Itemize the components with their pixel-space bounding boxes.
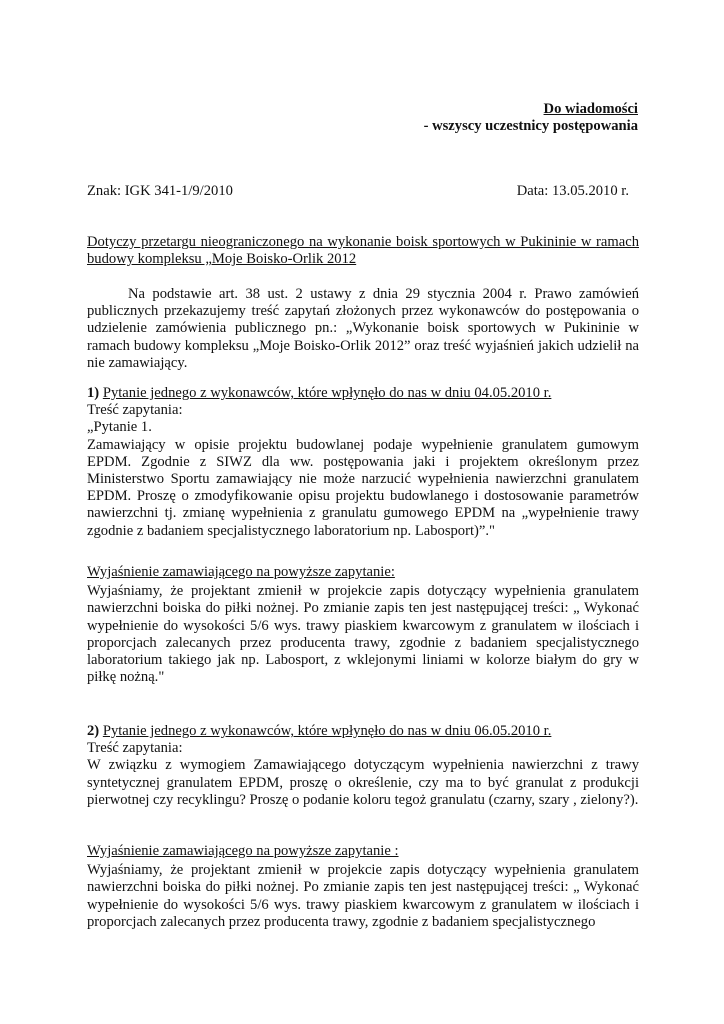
- addressee-recipients: - wszyscy uczestnicy postępowania: [423, 118, 638, 135]
- question-2-heading: Pytanie jednego z wykonawców, które wpłynęło do nas w dniu 06.05.2010 r.: [102, 723, 552, 739]
- question-1-content-label: Treść zapytania:: [87, 402, 183, 419]
- answer-2-block: [87, 843, 639, 931]
- question-1-heading-line: [87, 385, 639, 402]
- answer-2-heading: Wyjaśnienie zamawiającego na powyższe zapytanie :: [87, 843, 399, 859]
- question-2-heading-line: [87, 723, 639, 740]
- addressee-title: Do wiadomości: [543, 101, 638, 117]
- answer-1-heading: Wyjaśnienie zamawiającego na powyższe zapytanie:: [87, 564, 395, 580]
- question-1-title: „Pytanie 1.: [87, 419, 152, 436]
- reference-line: [87, 183, 639, 200]
- question-1-text: Zamawiający w opisie projektu budowlanej podaje wypełnienie granulatem gumowym EPDM. Zgodnie z SIWZ dla ww. postępowania jaki i projektem określonym przez Ministerstwo Sportu zamawiający nie może narzucić wypełnienia nawierzchni granulatem EPDM. Proszę o zmodyfikowanie opisu projektu budowlanego i dostosowanie parametrów nawierzchni tj. zmianę wypełnienia z granulatu gumowego EPDM na „wypełnienie trawy zgodnie z badaniem specjalistycznego laboratorium np. Labosport)”.": [87, 436, 639, 539]
- addressee-block: [424, 101, 638, 135]
- answer-1-text: Wyjaśniamy, że projektant zmienił w projekcie zapis dotyczący wypełnienia granulatem nawierzchni boiska do piłki nożnej. Po zmianie zapis ten jest następującej treści: „ Wykonać wypełnienie do wysokości 5/6 wys. trawy piaskiem kwarcowym z granulatem w ilościach i proporcjach zalecanych przez producenta trawy, zgodnie z badaniem specjalistycznego laboratorium takiego jak np. Labosport, z wklejonymi liniami w kolorze białym do gry w piłkę nożną.": [87, 583, 639, 686]
- answer-2-text: Wyjaśniamy, że projektant zmienił w projekcie zapis dotyczący wypełnienia granulatem nawierzchni boiska do piłki nożnej. Po zmianie zapis ten jest następującej treści: „ Wykonać wypełnienie do wysokości 5/6 wys. trawy piaskiem kwarcowym z granulatem w ilościach i proporcjach zalecanych przez producenta trawy, zgodnie z badaniem specjalistycznego: [87, 862, 639, 930]
- question-2-number: 2): [87, 723, 100, 739]
- answer-1-block: [87, 564, 639, 686]
- question-1-block: [87, 385, 639, 540]
- question-2-content-label: Treść zapytania:: [87, 740, 183, 757]
- document-date: Data: 13.05.2010 r.: [516, 183, 629, 199]
- subject-line: Dotyczy przetargu nieograniczonego na wykonanie boisk sportowych w Pukininie w ramach budowy kompleksu „Moje Boisko-Orlik 2012: [87, 234, 639, 268]
- reference-number: Znak: IGK 341-1/9/2010: [87, 183, 233, 199]
- question-1-number: 1): [87, 385, 100, 401]
- question-1-heading: Pytanie jednego z wykonawców, które wpłynęło do nas w dniu 04.05.2010 r.: [102, 385, 552, 401]
- question-2-text: W związku z wymogiem Zamawiającego dotyczącym wypełnienia nawierzchni z trawy syntetycznej granulatem EPDM, proszę o określenie, czy ma to być granulat z produkcji pierwotnej czy recyklingu? Proszę o podanie koloru tegoż granulatu (czarny, szary , zielony?).: [87, 757, 639, 808]
- intro-paragraph: Na podstawie art. 38 ust. 2 ustawy z dnia 29 stycznia 2004 r. Prawo zamówień publicznych przekazujemy treść zapytań złożonych przez wykonawców do postępowania o udzielenie zamówienia publicznego pn.: „Wykonanie boisk sportowych w Pukininie w ramach budowy kompleksu „Moje Boisko-Orlik 2012” oraz treść wyjaśnień jakich udzielił na nie zamawiający.: [87, 286, 639, 371]
- question-2-block: [87, 723, 639, 809]
